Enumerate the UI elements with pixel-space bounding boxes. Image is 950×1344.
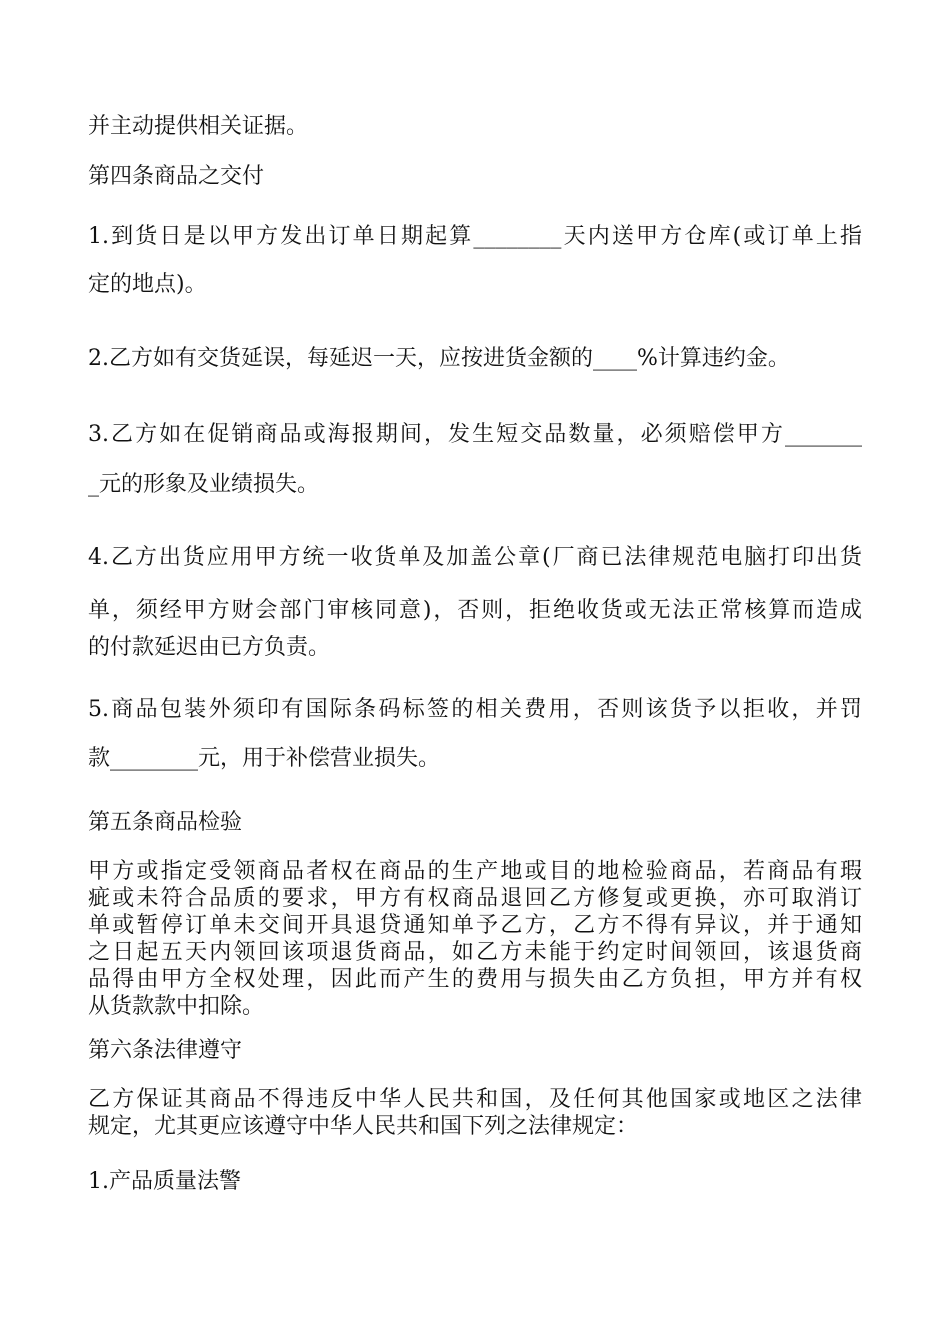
paragraph-line: 2.乙方如有交货延误，每延迟一天，应按进货金额的____%计算违约金。 [88, 346, 790, 371]
section-heading: 第五条商品检验 [88, 810, 243, 835]
paragraph-line: 款________元，用于补偿营业损失。 [88, 746, 441, 771]
paragraph-line: 规定，尤其更应该遵守中华人民共和国下列之法律规定： [88, 1114, 639, 1139]
paragraph-line: 单或暂停订单未交间开具退贷通知单予乙方，乙方不得有异议，并于通知 [88, 913, 862, 938]
paragraph-line: 1.到货日是以甲方发出订单日期起算________天内送甲方仓库(或订单上指 [88, 224, 862, 249]
paragraph-line: 从货款款中扣除。 [88, 994, 265, 1019]
paragraph-line: _元的形象及业绩损失。 [88, 472, 320, 497]
paragraph-line: 乙方保证其商品不得违反中华人民共和国，及任何其他国家或地区之法律 [88, 1087, 862, 1112]
paragraph-line: 疵或未符合品质的要求，甲方有权商品退回乙方修复或更换，亦可取消订 [88, 886, 862, 911]
section-heading: 第六条法律遵守 [88, 1038, 243, 1063]
paragraph-line: 5.商品包装外须印有国际条码标签的相关费用，否则该货予以拒收，并罚 [88, 697, 862, 722]
paragraph-line: 4.乙方出货应用甲方统一收货单及加盖公章(厂商已法律规范电脑打印出货 [88, 545, 862, 570]
paragraph-line: 甲方或指定受领商品者权在商品的生产地或目的地检验商品，若商品有瑕 [88, 859, 862, 884]
paragraph-line: 1.产品质量法警 [88, 1169, 241, 1194]
paragraph-line: 定的地点)。 [88, 272, 207, 297]
paragraph-line: 的付款延迟由已方负责。 [88, 635, 331, 660]
paragraph-line: 并主动提供相关证据。 [88, 114, 309, 139]
paragraph-line: 单，须经甲方财会部门审核同意)，否则，拒绝收货或无法正常核算而造成 [88, 598, 862, 623]
paragraph-line: 3.乙方如在促销商品或海报期间，发生短交品数量，必须赔偿甲方_______ [88, 422, 862, 447]
paragraph-line: 之日起五天内领回该项退货商品，如乙方未能于约定时间领回，该退货商 [88, 940, 862, 965]
section-heading: 第四条商品之交付 [88, 164, 265, 189]
paragraph-line: 品得由甲方全权处理，因此而产生的费用与损失由乙方负担，甲方并有权 [88, 967, 862, 992]
